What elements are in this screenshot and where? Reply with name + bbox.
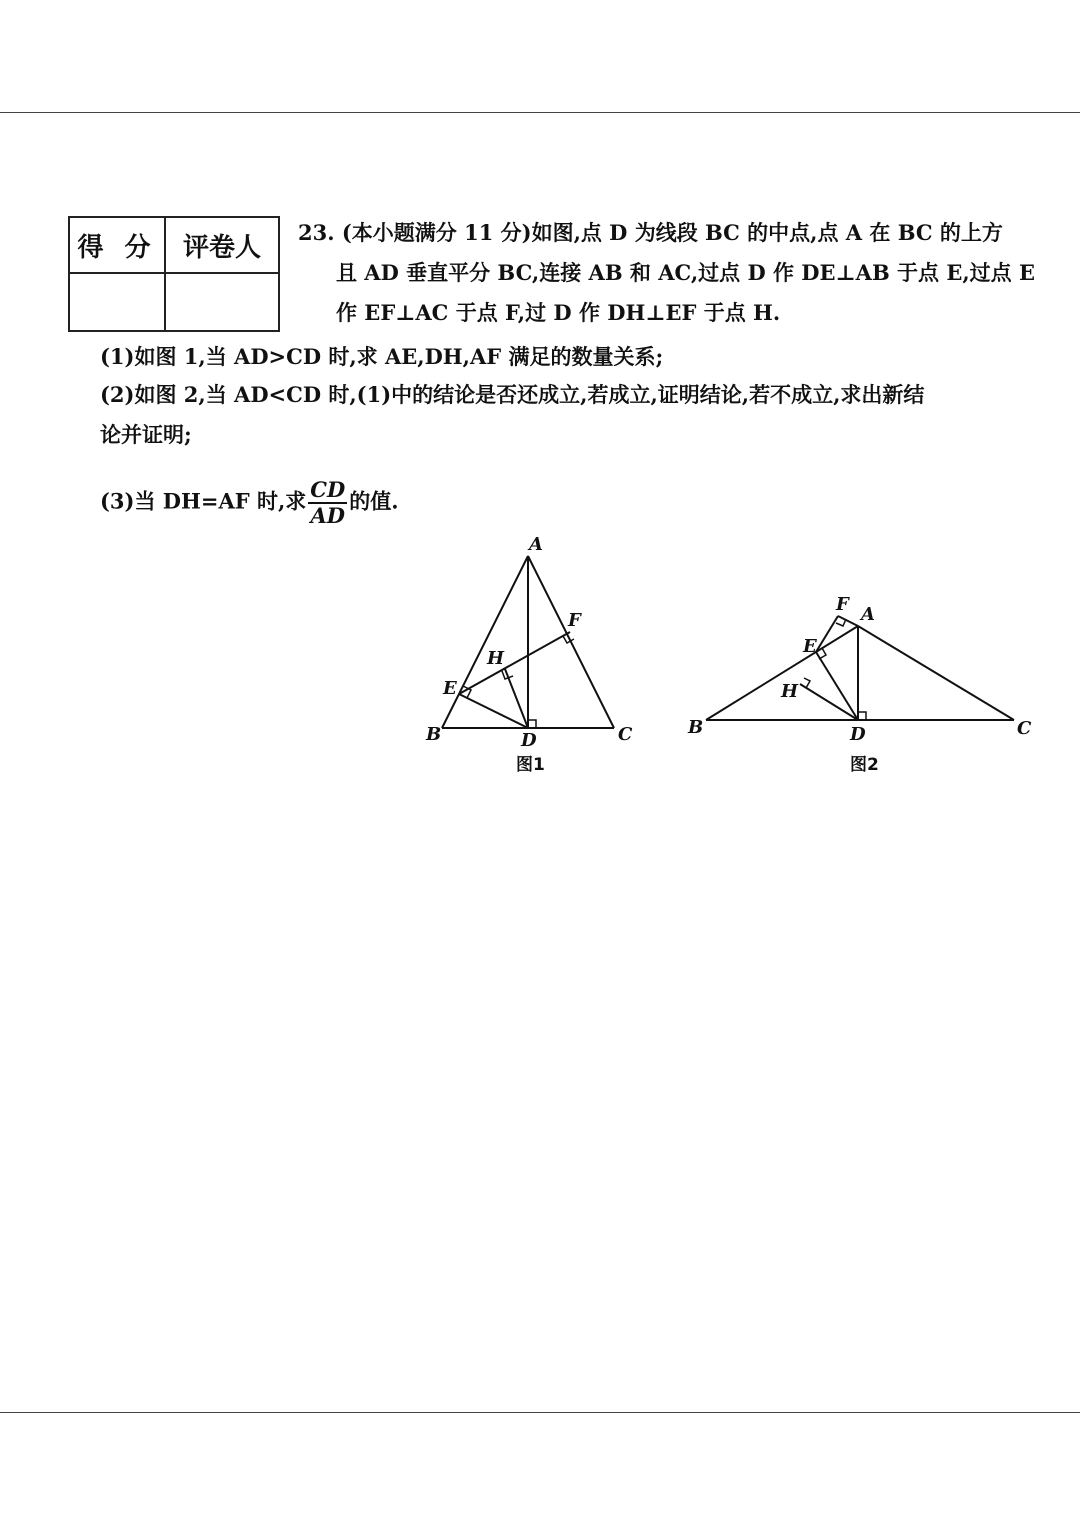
fraction-numerator: CD [310,477,346,502]
fig1-label-f: F [568,610,581,631]
question-part-1: (1)如图 1,当 AD>CD 时,求 AE,DH,AF 满足的数量关系; [100,344,664,369]
fig2-segment-de [816,652,858,720]
fig2-label-e: E [803,636,817,657]
fig1-label-d: D [521,730,537,751]
question-part-2-line-2: 论并证明; [100,422,192,447]
part-3-suffix: 的值. [349,488,399,514]
fig2-label-d: D [850,724,866,745]
fig1-segment-ac [528,556,614,728]
fraction-denominator: AD [310,503,345,528]
fig2-segment-dh [800,684,858,720]
fig1-label-b: B [426,724,442,745]
fig1-caption: 图1 [516,755,545,775]
fig2-segment-ac [858,626,1014,720]
fig2-caption: 图2 [850,755,879,775]
fig1-label-e: E [443,678,457,699]
fig1-segment-ef [459,632,570,694]
fig1-label-c: C [618,724,633,745]
fig2-label-a: A [861,604,875,625]
fig2-label-b: B [688,717,704,738]
figure-2 [687,594,1032,775]
fig1-segment-ab [442,556,528,728]
question-part-2-line-1: (2)如图 2,当 AD<CD 时,(1)中的结论是否还成立,若成立,证明结论,若不成立,求出新结 [100,382,925,407]
fig1-right-angle-d [528,720,536,728]
score-label: 得 分 [69,217,165,273]
fig2-label-h: H [781,681,799,702]
grader-label: 评卷人 [165,217,279,273]
question-line-3: 作 EF⊥AC 于点 F,过 D 作 DH⊥EF 于点 H. [336,300,781,325]
question-line-2: 且 AD 垂直平分 BC,连接 AB 和 AC,过点 D 作 DE⊥AB 于点 E,过点 E [336,260,1035,285]
fig1-label-a: A [529,534,543,555]
fig1-label-h: H [487,648,505,669]
fig2-right-angle-d [858,712,866,720]
figure-1 [425,534,633,775]
fig2-label-f: F [836,594,849,615]
fig2-label-c: C [1017,718,1032,739]
fig2-segment-ef [816,616,838,652]
question-header: 23. (本小题满分 11 分)如图,点 D 为线段 BC 的中点,点 A 在 BC 的上方 [298,220,1003,245]
part-3-prefix: (3)当 DH=AF 时,求 [100,488,307,514]
